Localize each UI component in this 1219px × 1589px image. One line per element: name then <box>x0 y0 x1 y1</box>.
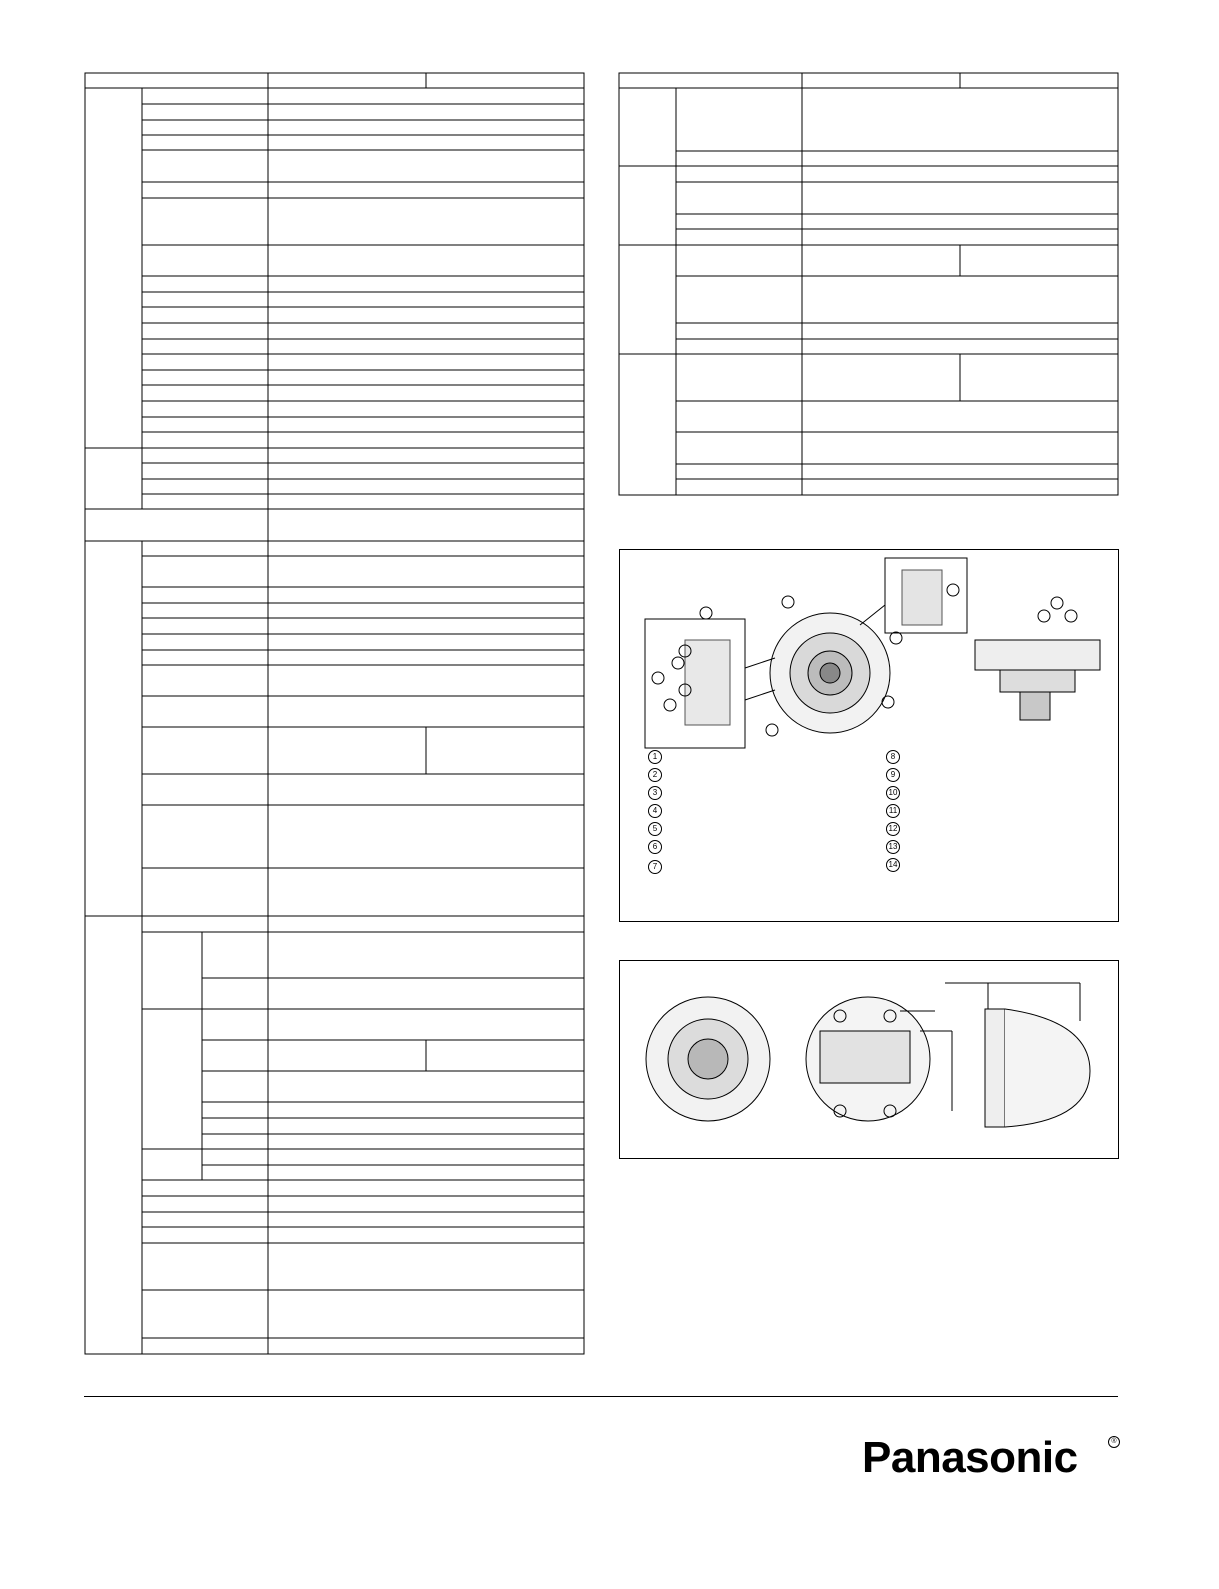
callout-8: 8 <box>886 750 900 764</box>
callout-list-right <box>886 750 900 876</box>
callout-6: 6 <box>648 840 662 854</box>
dome-side-view <box>975 640 1100 670</box>
footer-rule <box>84 1396 1118 1397</box>
callout-12: 12 <box>886 822 900 836</box>
left-table-frame <box>85 73 584 1354</box>
callout-3: 3 <box>648 786 662 800</box>
callout-list-left <box>648 750 662 878</box>
figure-mounting-views <box>619 960 1119 1159</box>
callout-7: 7 <box>648 860 662 874</box>
registered-mark: ® <box>1108 1436 1120 1448</box>
callout-13: 13 <box>886 840 900 854</box>
dome-view-side <box>985 1009 1005 1127</box>
callout-1: 1 <box>648 750 662 764</box>
camera-parts-illustration <box>620 550 1118 921</box>
callout-2: 2 <box>648 768 662 782</box>
callout-11: 11 <box>886 804 900 818</box>
callout-10: 10 <box>886 786 900 800</box>
brand-logo: Panasonic <box>862 1433 1078 1482</box>
callout-5: 5 <box>648 822 662 836</box>
figure-component-diagram <box>619 549 1119 922</box>
callout-14: 14 <box>886 858 900 872</box>
callout-4: 4 <box>648 804 662 818</box>
callout-9: 9 <box>886 768 900 782</box>
mounting-illustration <box>620 961 1118 1158</box>
